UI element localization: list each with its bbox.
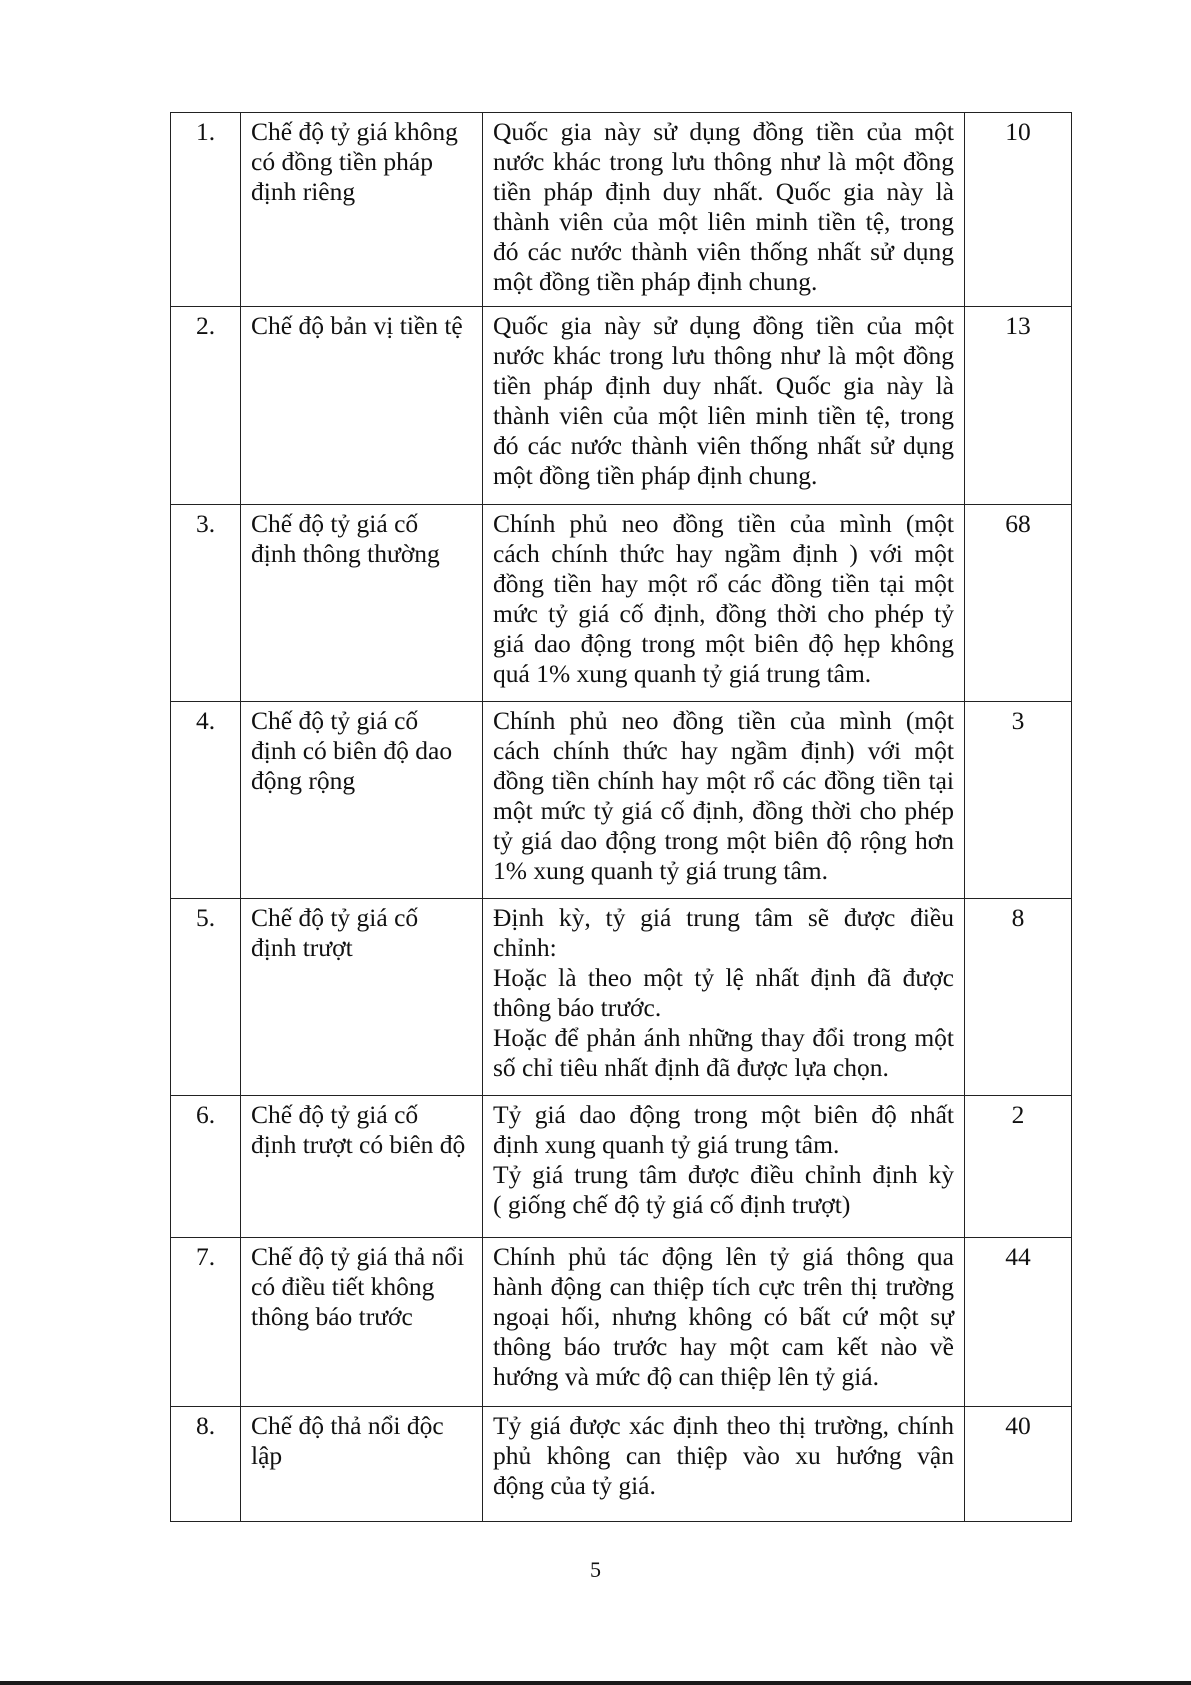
row-number: 8. (171, 1407, 241, 1522)
regime-name-line: lập (251, 1441, 283, 1470)
table-row (171, 505, 1072, 702)
description-line: tiền pháp định duy nhất. Quốc gia này là (493, 371, 954, 400)
page-number: 5 (590, 1557, 601, 1582)
row-number: 1. (171, 113, 241, 307)
regime-description (483, 899, 965, 1096)
country-count: 10 (965, 113, 1072, 307)
description-line: một mức tỷ giá cố định, đồng thời cho phép (493, 796, 954, 825)
country-count: 40 (965, 1407, 1072, 1522)
country-count: 68 (965, 505, 1072, 702)
country-count: 3 (965, 702, 1072, 899)
row-number: 3. (171, 505, 241, 702)
row-number: 4. (171, 702, 241, 899)
table-row (171, 307, 1072, 505)
row-number: 2. (171, 307, 241, 505)
description-line: phủ không can thiệp vào xu hướng vận (493, 1441, 954, 1470)
regime-name-line: Chế độ tỷ giá cố (251, 903, 419, 932)
regime-name-line: Chế độ thả nổi độc (251, 1411, 444, 1440)
description-line: một đồng tiền pháp định chung. (493, 461, 818, 490)
description-line: cách chính thức hay ngầm định ) với một (493, 539, 954, 568)
regime-name-line: định trượt có biên độ (251, 1130, 466, 1159)
table-row (171, 113, 1072, 307)
table-body (171, 113, 1072, 1522)
regime-name (241, 702, 483, 899)
description-line: Tỷ giá dao động trong một biên độ nhất (493, 1100, 954, 1129)
regime-name-line: định riêng (251, 177, 356, 206)
regime-name-line: Chế độ tỷ giá không (251, 117, 458, 146)
description-line: Hoặc để phản ánh những thay đổi trong một (493, 1023, 954, 1052)
description-line: 1% xung quanh tỷ giá trung tâm. (493, 856, 828, 885)
regime-description (483, 1407, 965, 1522)
regime-name (241, 307, 483, 505)
description-line: nước khác trong lưu thông như là một đồng (493, 341, 954, 370)
regime-name-line: thông báo trước (251, 1302, 413, 1331)
regime-name-line: có đồng tiền pháp (251, 147, 433, 176)
regime-name (241, 113, 483, 307)
regime-description (483, 505, 965, 702)
regime-description (483, 1096, 965, 1238)
regime-description (483, 1238, 965, 1407)
description-line: thành viên của một liên minh tiền tệ, trong (493, 401, 954, 430)
regime-name (241, 505, 483, 702)
regime-name (241, 1407, 483, 1522)
description-line: Chính phủ tác động lên tỷ giá thông qua (493, 1242, 954, 1271)
description-line: thông báo trước. (493, 993, 662, 1022)
description-line: hướng và mức độ can thiệp lên tỷ giá. (493, 1362, 879, 1391)
description-line: số chỉ tiêu nhất định đã được lựa chọn. (493, 1053, 889, 1082)
description-line: Chính phủ neo đồng tiền của mình (một (493, 509, 954, 538)
regime-name-line: động rộng (251, 766, 356, 795)
description-line: thông báo trước hay một cam kết nào về (493, 1332, 954, 1361)
description-line: tiền pháp định duy nhất. Quốc gia này là (493, 177, 954, 206)
regime-description (483, 702, 965, 899)
row-number: 6. (171, 1096, 241, 1238)
regime-name-line: định trượt (251, 933, 353, 962)
table-row (171, 702, 1072, 899)
description-line: Tỷ giá trung tâm được điều chỉnh định kỳ (493, 1160, 954, 1189)
exchange-rate-regimes-table (170, 112, 1072, 1522)
table-row (171, 1238, 1072, 1407)
description-line: đó các nước thành viên thống nhất sử dụng (493, 237, 954, 266)
table-row (171, 1407, 1072, 1522)
regime-name-line: Chế độ tỷ giá cố (251, 1100, 419, 1129)
description-line: cách chính thức hay ngầm định) với một (493, 736, 954, 765)
country-count: 2 (965, 1096, 1072, 1238)
country-count: 44 (965, 1238, 1072, 1407)
table-row (171, 899, 1072, 1096)
description-line: đồng tiền hay một rổ các đồng tiền tại một (493, 569, 954, 598)
scan-edge-divider (0, 1681, 1191, 1685)
description-line: nước khác trong lưu thông như là một đồng (493, 147, 954, 176)
regime-name-line: Chế độ tỷ giá thả nổi (251, 1242, 465, 1271)
description-line: một đồng tiền pháp định chung. (493, 267, 818, 296)
description-line: ngoại hối, nhưng không có bất cứ một sự (493, 1302, 954, 1331)
description-line: Tỷ giá được xác định theo thị trường, chính (493, 1411, 954, 1440)
description-line: quá 1% xung quanh tỷ giá trung tâm. (493, 659, 872, 688)
description-line: ( giống chế độ tỷ giá cố định trượt) (493, 1190, 851, 1219)
description-line: đồng tiền chính hay một rổ các đồng tiền tại (493, 766, 954, 795)
regime-name-line: Chế độ bản vị tiền tệ (251, 311, 463, 340)
description-line: động của tỷ giá. (493, 1471, 656, 1500)
regime-name (241, 1238, 483, 1407)
table-row (171, 1096, 1072, 1238)
regime-name-line: định có biên độ dao (251, 736, 453, 765)
description-line: mức tỷ giá cố định, đồng thời cho phép tỷ (493, 599, 954, 628)
description-line: hành động can thiệp tích cực trên thị trường (493, 1272, 954, 1301)
description-line: Quốc gia này sử dụng đồng tiền của một (493, 117, 954, 146)
description-line: Định kỳ, tỷ giá trung tâm sẽ được điều (493, 903, 954, 932)
description-line: Chính phủ neo đồng tiền của mình (một (493, 706, 954, 735)
description-line: giá dao động trong một biên độ hẹp không (493, 629, 954, 658)
regime-name-line: Chế độ tỷ giá cố (251, 706, 419, 735)
description-line: Quốc gia này sử dụng đồng tiền của một (493, 311, 954, 340)
description-line: thành viên của một liên minh tiền tệ, trong (493, 207, 954, 236)
regime-name-line: định thông thường (251, 539, 440, 568)
description-line: đó các nước thành viên thống nhất sử dụng (493, 431, 954, 460)
description-line: chỉnh: (493, 933, 557, 962)
description-line: định xung quanh tỷ giá trung tâm. (493, 1130, 840, 1159)
regime-name-line: có điều tiết không (251, 1272, 435, 1301)
country-count: 8 (965, 899, 1072, 1096)
regime-description (483, 307, 965, 505)
regime-description (483, 113, 965, 307)
description-line: tỷ giá dao động trong một biên độ rộng hơn (493, 826, 954, 855)
country-count: 13 (965, 307, 1072, 505)
regime-name-line: Chế độ tỷ giá cố (251, 509, 419, 538)
regime-name (241, 1096, 483, 1238)
regime-name (241, 899, 483, 1096)
description-line: Hoặc là theo một tỷ lệ nhất định đã được (493, 963, 954, 992)
row-number: 7. (171, 1238, 241, 1407)
row-number: 5. (171, 899, 241, 1096)
